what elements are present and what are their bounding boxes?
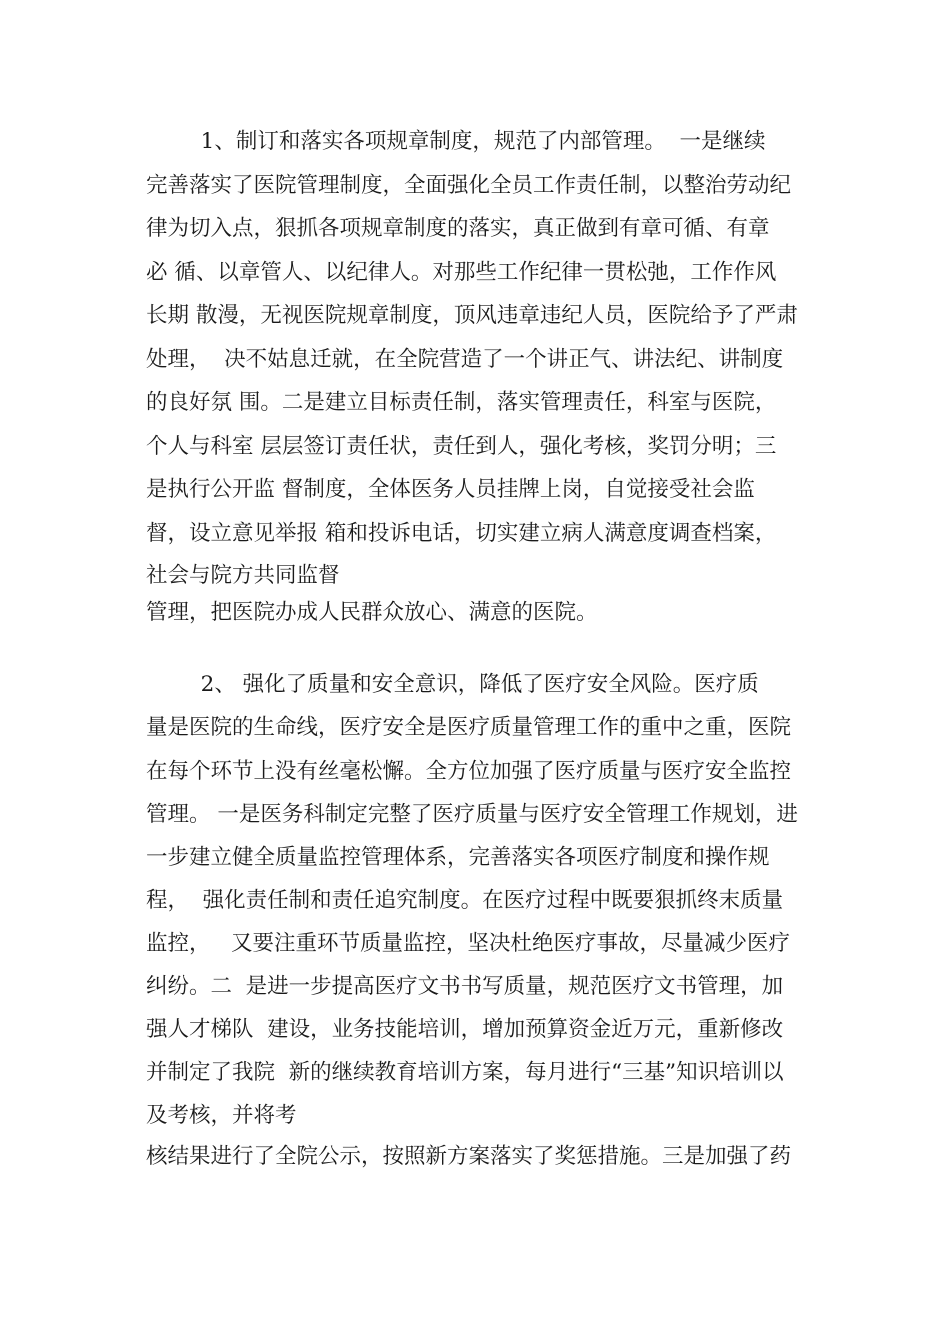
text-line: 个人与科室 层层签订责任状，责任到人，强化考核，奖罚分明；三 (146, 434, 777, 459)
text-line: 强人才梯队 建设，业务技能培训，增加预算资金近万元，重新修改 (146, 1017, 784, 1042)
text-line: 监控， 又要注重环节质量监控，坚决杜绝医疗事故，尽量减少医疗 (146, 931, 791, 956)
text-line: 2、 强化了质量和安全意识，降低了医疗安全风险。医疗质 (146, 672, 759, 697)
text-line: 纠纷。二 是进一步提高医疗文书书写质量，规范医疗文书管理，加 (146, 974, 784, 999)
text-line: 核结果进行了全院公示，按照新方案落实了奖惩措施。三是加强了药 (146, 1144, 792, 1169)
text-line: 必 循、以章管人、以纪律人。对那些工作纪律一贯松弛，工作作风 (146, 260, 777, 285)
text-line: 处理， 决不姑息迁就，在全院营造了一个讲正气、讲法纪、讲制度 (146, 347, 784, 372)
text-line: 1、制订和落实各项规章制度，规范了内部管理。 一是继续 (146, 129, 766, 154)
text-line: 完善落实了医院管理制度，全面强化全员工作责任制，以整治劳动纪 (146, 173, 792, 198)
text-line: 是执行公开监 督制度，全体医务人员挂牌上岗，自觉接受社会监 (146, 477, 755, 502)
text-line: 管理，把医院办成人民群众放心、满意的医院。 (146, 600, 598, 625)
text-line: 并制定了我院 新的继续教育培训方案，每月进行“三基”知识培训以 (146, 1060, 784, 1085)
text-line: 一步建立健全质量监控管理体系，完善落实各项医疗制度和操作规 (146, 845, 770, 870)
text-line: 管理。 一是医务科制定完整了医疗质量与医疗安全管理工作规划，进 (146, 802, 798, 827)
text-line: 在每个环节上没有丝毫松懈。全方位加强了医疗质量与医疗安全监控 (146, 759, 792, 784)
text-line: 及考核，并将考 (146, 1103, 297, 1128)
text-line: 量是医院的生命线，医疗安全是医疗质量管理工作的重中之重，医院 (146, 715, 792, 740)
text-line: 的良好氛 围。二是建立目标责任制，落实管理责任，科室与医院， (146, 390, 777, 415)
text-line: 程， 强化责任制和责任追究制度。在医疗过程中既要狠抓终末质量 (146, 888, 784, 913)
text-line: 社会与院方共同监督 (146, 563, 340, 588)
text-line: 督，设立意见举报 箱和投诉电话，切实建立病人满意度调查档案， (146, 521, 777, 546)
text-line: 长期 散漫，无视医院规章制度，顶风违章违纪人员，医院给予了严肃 (146, 303, 798, 328)
text-line: 律为切入点，狠抓各项规章制度的落实，真正做到有章可循、有章 (146, 216, 770, 241)
